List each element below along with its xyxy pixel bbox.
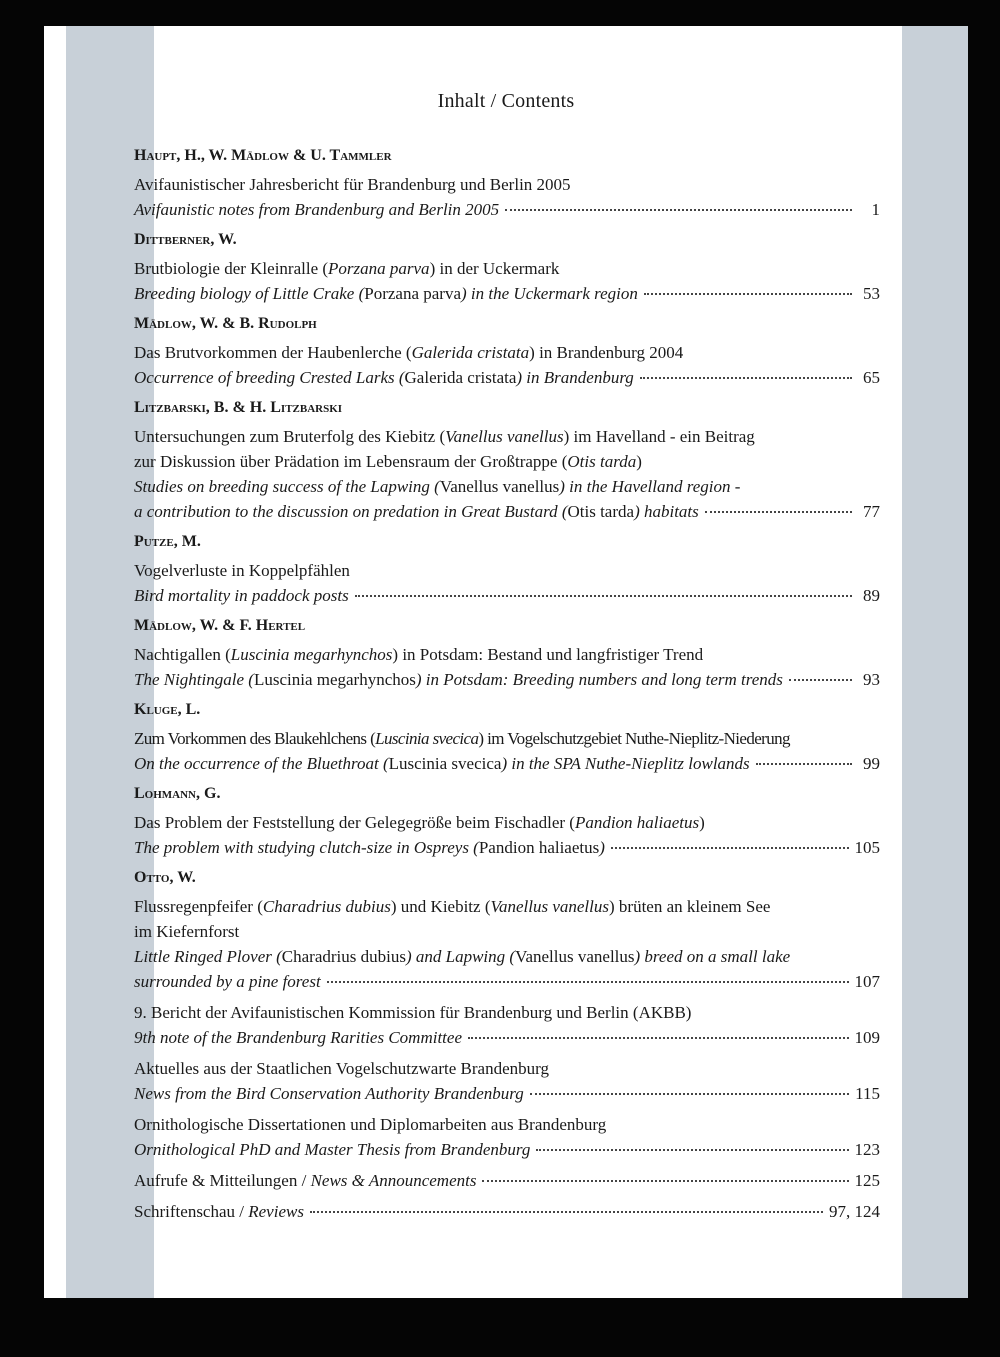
leader-dots — [611, 846, 849, 849]
toc-entry — [134, 1056, 880, 1106]
entry-page: 93 — [863, 670, 880, 689]
species-name: Porzana parva — [328, 259, 430, 278]
text-part: a contribution to the discussion on predation in Great Bustard ( — [134, 502, 568, 521]
text-part: Little Ringed Plover ( — [134, 947, 282, 966]
species-name: Vanellus vanellus — [490, 897, 609, 916]
entry-title-en-row — [134, 365, 880, 390]
entry-title — [134, 1199, 304, 1224]
entry-title-en — [134, 944, 880, 969]
text-part: ) in the SPA Nuthe-Nieplitz lowlands — [501, 754, 750, 773]
text-part: ) — [599, 838, 605, 857]
entry-title-en: Avifaunistic notes from Brandenburg and Berlin 2005 — [134, 200, 500, 219]
entry-title-en: Ornithological PhD and Master Thesis from Brandenburg — [134, 1140, 531, 1159]
entry-title-en-row — [134, 667, 880, 692]
entry-page: 109 — [854, 1028, 880, 1047]
toc-entry — [134, 1168, 880, 1193]
species-name: Charadrius dubius — [262, 897, 391, 916]
entry-title-en-row — [134, 1081, 880, 1106]
leader-dots — [530, 1092, 849, 1095]
entry-title-en-row — [134, 197, 880, 222]
text-part: ) breed on a small lake — [634, 947, 791, 966]
entry-title-en — [134, 365, 634, 390]
entry-title-de — [134, 810, 880, 835]
leader-dots — [644, 292, 852, 295]
species-name: Vanellus vanellus — [515, 947, 635, 966]
entry-title-de — [134, 449, 880, 474]
entry-title-en-row — [134, 499, 880, 524]
entry-page: 77 — [863, 502, 880, 521]
entry-title-de — [134, 340, 880, 365]
species-name: Vanellus vanellus — [445, 427, 564, 446]
text-part: ) in Potsdam: Bestand und langfristiger Trend — [392, 645, 704, 664]
species-name: Luscinia megarhynchos — [253, 670, 416, 689]
toc-entry — [134, 698, 880, 776]
entry-page: 125 — [854, 1171, 880, 1190]
entry-page: 97, 124 — [829, 1202, 880, 1221]
leader-dots — [355, 594, 852, 597]
entry-title-en: Bird mortality in paddock posts — [134, 586, 349, 605]
toc-entry — [134, 1199, 880, 1224]
text-part: ) in the Havelland region - — [559, 477, 741, 496]
text-part: Flussregenpfeifer ( — [134, 897, 263, 916]
entry-author: Mädlow, W. & B. Rudolph — [134, 315, 317, 332]
entry-page: 105 — [854, 838, 880, 857]
species-name: Pandion haliaetus — [478, 838, 600, 857]
book-page — [44, 26, 968, 1298]
text-part: Das Problem der Feststellung der Gelegegröße beim Fischadler ( — [134, 813, 575, 832]
entry-page: 123 — [854, 1140, 880, 1159]
entry-page: 1 — [871, 200, 880, 219]
toc-entry — [134, 614, 880, 692]
text-part: ) brüten an kleinem See — [609, 897, 771, 916]
entry-title-de: Vogelverluste in Koppelpfählen — [134, 561, 350, 580]
entry-title-en — [134, 499, 699, 524]
entry-page: 53 — [863, 284, 880, 303]
text-part: ) in Brandenburg 2004 — [529, 343, 684, 362]
toc-entry — [134, 866, 880, 994]
entry-title-de — [134, 894, 880, 919]
species-name: Vanellus vanellus — [439, 477, 560, 496]
right-margin-band — [902, 26, 968, 1298]
entry-title-de: im Kiefernforst — [134, 922, 240, 941]
leader-dots — [789, 678, 852, 681]
text-part: Occurrence of breeding Crested Larks ( — [134, 368, 405, 387]
table-of-contents — [134, 144, 880, 1230]
entry-author: Kluge, L. — [134, 701, 201, 718]
entry-title-en-row — [134, 835, 880, 860]
toc-entry — [134, 1112, 880, 1162]
entry-title-en: News & Announcements — [310, 1171, 477, 1190]
entry-author: Litzbarski, B. & H. Litzbarski — [134, 399, 343, 416]
species-name: Pandion haliaetus — [574, 813, 700, 832]
entry-page: 99 — [863, 754, 880, 773]
entry-page: 107 — [854, 972, 880, 991]
entry-title-de — [134, 256, 880, 281]
leader-dots — [536, 1148, 848, 1151]
text-part: On the occurrence of the Bluethroat ( — [134, 754, 389, 773]
entry-title-row — [134, 1168, 880, 1193]
entry-title-en — [134, 281, 638, 306]
leader-dots — [705, 510, 852, 513]
entry-author: Mädlow, W. & F. Hertel — [134, 617, 306, 634]
species-name: Luscinia svecica — [375, 729, 479, 748]
entry-title-en: 9th note of the Brandenburg Rarities Committee — [134, 1028, 462, 1047]
toc-entry — [134, 530, 880, 608]
entry-title-de: Aufrufe & Mitteilungen / — [134, 1171, 311, 1190]
entry-title-en: News from the Bird Conservation Authority Brandenburg — [134, 1084, 524, 1103]
entry-title-de: Schriftenschau / — [134, 1202, 249, 1221]
leader-dots — [482, 1179, 848, 1182]
entry-title-row — [134, 1199, 880, 1224]
text-part: ) habitats — [634, 502, 699, 521]
text-part: Brutbiologie der Kleinralle ( — [134, 259, 329, 278]
page-title: Inhalt / Contents — [437, 90, 575, 112]
species-name: Luscinia svecica — [388, 754, 502, 773]
entry-title-en-row — [134, 751, 880, 776]
entry-title-de: Avifaunistischer Jahresbericht für Brandenburg und Berlin 2005 — [134, 175, 571, 194]
text-part: zur Diskussion über Prädation im Lebensraum der Großtrappe ( — [134, 452, 568, 471]
text-part: ) im Vogelschutzgebiet Nuthe-Nieplitz-Niederung — [478, 729, 790, 748]
entry-title-en: Reviews — [248, 1202, 304, 1221]
entry-title-en-row — [134, 969, 880, 994]
species-name: Porzana parva — [364, 284, 462, 303]
entry-title-en: surrounded by a pine forest — [134, 972, 321, 991]
toc-entry — [134, 782, 880, 860]
leader-dots — [640, 376, 852, 379]
entry-author: Dittberner, W. — [134, 231, 237, 248]
text-part: ) — [699, 813, 705, 832]
entry-page: 115 — [855, 1084, 880, 1103]
toc-entry — [134, 312, 880, 390]
species-name: Otis tarda — [567, 502, 635, 521]
text-part: ) — [636, 452, 642, 471]
leader-dots — [327, 980, 849, 983]
entry-title-de: Ornithologische Dissertationen und Diplomarbeiten aus Brandenburg — [134, 1115, 607, 1134]
entry-title-de — [134, 642, 880, 667]
toc-entry — [134, 1000, 880, 1050]
text-part: ) and Lapwing ( — [405, 947, 516, 966]
entry-page: 89 — [863, 586, 880, 605]
entry-title-de — [134, 726, 880, 751]
entry-title-de: Aktuelles aus der Staatlichen Vogelschutzwarte Brandenburg — [134, 1059, 549, 1078]
entry-author: Haupt, H., W. Mädlow & U. Tammler — [134, 147, 392, 164]
entry-author: Otto, W. — [134, 869, 196, 886]
text-part: The problem with studying clutch-size in Ospreys ( — [134, 838, 479, 857]
entry-title-en — [134, 835, 605, 860]
entry-title-en-row — [134, 281, 880, 306]
entry-title-de: 9. Bericht der Avifaunistischen Kommission für Brandenburg und Berlin (AKBB) — [134, 1003, 692, 1022]
entry-title-en-row — [134, 1137, 880, 1162]
species-name: Luscinia megarhynchos — [230, 645, 393, 664]
species-name: Charadrius dubius — [281, 947, 406, 966]
toc-entry — [134, 144, 880, 222]
entry-title — [134, 1168, 476, 1193]
entry-page: 65 — [863, 368, 880, 387]
text-part: ) in Potsdam: Breeding numbers and long term trends — [415, 670, 783, 689]
leader-dots — [310, 1210, 823, 1213]
entry-title-en — [134, 751, 750, 776]
text-part: Breeding biology of Little Crake ( — [134, 284, 365, 303]
text-part: ) in der Uckermark — [429, 259, 560, 278]
text-part: The Nightingale ( — [134, 670, 254, 689]
species-name: Otis tarda — [567, 452, 637, 471]
text-part: Studies on breeding success of the Lapwing ( — [134, 477, 440, 496]
text-part: ) in Brandenburg — [516, 368, 634, 387]
leader-dots — [505, 208, 852, 211]
entry-author: Lohmann, G. — [134, 785, 221, 802]
entry-author: Putze, M. — [134, 533, 201, 550]
species-name: Galerida cristata — [411, 343, 530, 362]
text-part: Untersuchungen zum Bruterfolg des Kiebitz ( — [134, 427, 446, 446]
text-part: Nachtigallen ( — [134, 645, 231, 664]
entry-title-de — [134, 424, 880, 449]
toc-entry — [134, 396, 880, 524]
toc-entry — [134, 228, 880, 306]
leader-dots — [468, 1036, 849, 1039]
text-part: ) in the Uckermark region — [461, 284, 638, 303]
entry-title-en-row — [134, 1025, 880, 1050]
entry-title-en — [134, 667, 783, 692]
entry-title-en-row — [134, 583, 880, 608]
entry-title-en — [134, 474, 880, 499]
species-name: Galerida cristata — [404, 368, 517, 387]
text-part: Zum Vorkommen des Blaukehlchens ( — [134, 729, 376, 748]
text-part: Das Brutvorkommen der Haubenlerche ( — [134, 343, 412, 362]
text-part: ) im Havelland - ein Beitrag — [563, 427, 755, 446]
leader-dots — [756, 762, 852, 765]
text-part: ) und Kiebitz ( — [390, 897, 491, 916]
